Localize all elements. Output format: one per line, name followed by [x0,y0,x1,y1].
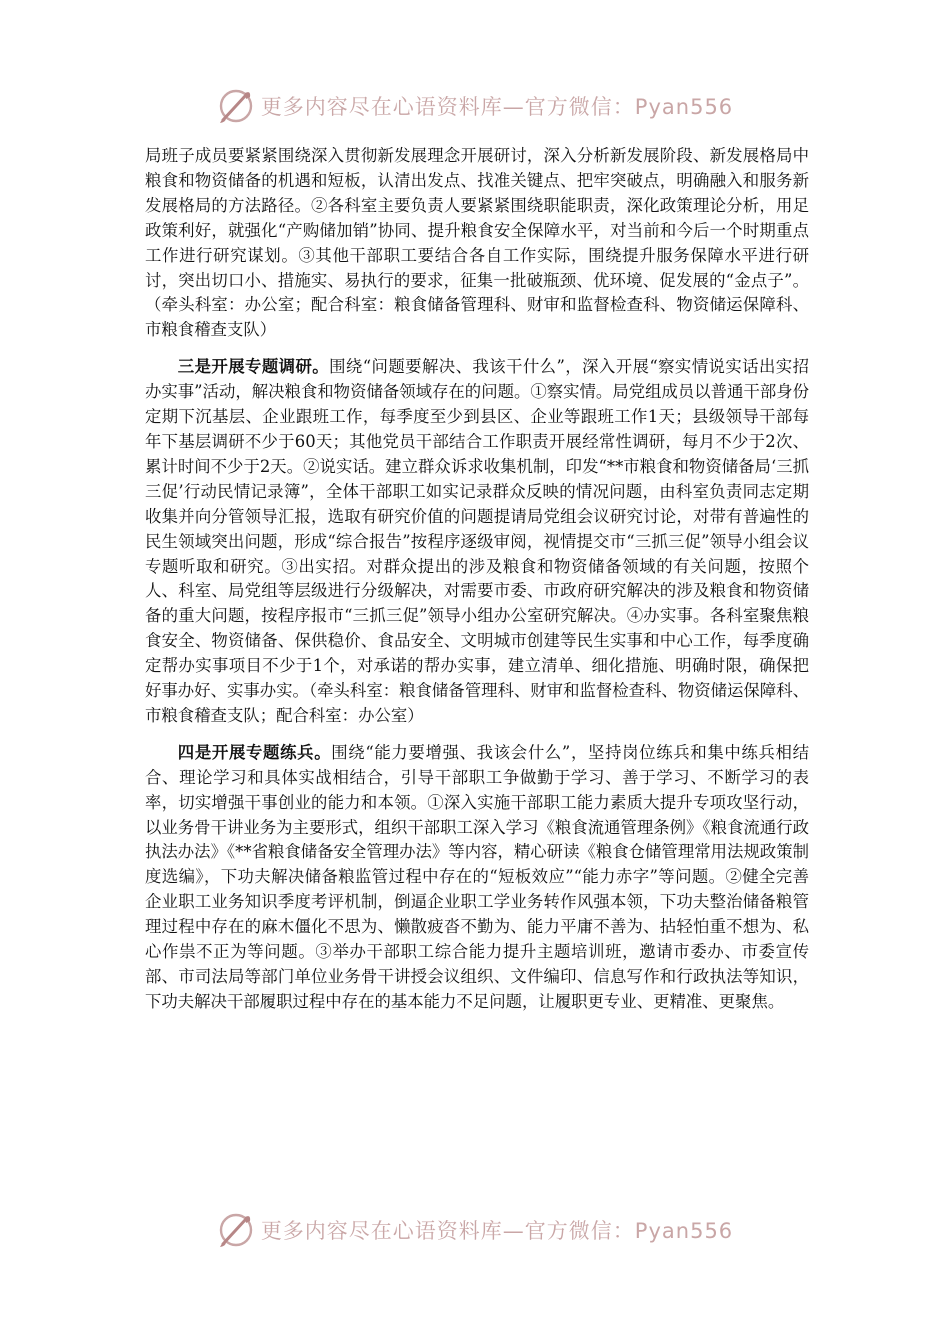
paragraph-continuation [145,144,809,343]
paragraph-text: 围绕“问题要解决、我该干什么”，深入开展“察实情说实话出实招办实事”活动，解决粮食和物资储备领域存在的问题。①察实情。局党组成员以普通干部身份定期下沉基层、企业跟班工作，每季度至少到县区、企业等跟班工作1天；县级领导干部每年下基层调研不少于60天；其他党员干部结合工作职责开展经常性调研，每月不少于2次、累计时间不少于2天。②说实话。建立群众诉求收集机制，印发“**市粮食和物资储备局‘三抓三促’行动民情记录簿”，全体干部职工如实记录群众反映的情况问题，由科室负责同志定期收集并向分管领导汇报，选取有研究价值的问题提请局党组会议研究讨论，对带有普遍性的民生领域突出问题，形成“综合报告”按程序逐级审阅，视情提交市“三抓三促”领导小组会议专题听取和研究。③出实招。对群众提出的涉及粮食和物资储备领域的有关问题，按照个人、科室、局党组等层级进行分级解决，对需要市委、市政府研究解决的涉及粮食和物资储备的重大问题，按程序报市“三抓三促”领导小组办公室研究解决。④办实事。各科室聚焦粮食安全、物资储备、保供稳价、食品安全、文明城市创建等民生实事和中心工作，每季度确定帮办实事项目不少于1个，对承诺的帮办实事，建立清单、细化措施、明确时限，确保把好事办好、实事办实。（牵头科室：粮食储备管理科、财审和监督检查科、物资储运保障科、市粮食稽查支队；配合科室：办公室） [145,357,810,725]
paragraph-text: 局班子成员要紧紧围绕深入贯彻新发展理念开展研讨，深入分析新发展阶段、新发展格局中粮食和物资储备的机遇和短板，认清出发点、找准关键点、把牢突破点，明确融入和服务新发展格局的方法路径。②各科室主要负责人要紧紧围绕职能职责，深化政策理论分析，用足政策利好，就强化“产购储加销”协同、提升粮食安全保障水平，对当前和今后一个时期重点工作进行研究谋划。③其他干部职工要结合各自工作实际，围绕提升服务保障水平进行研讨，突出切口小、措施实、易执行的要求，征集一批破瓶颈、优环境、促发展的“金点子”。（牵头科室：办公室；配合科室：粮食储备管理科、财审和监督检查科、物资储运保障科、市粮食稽查支队） [145,146,809,340]
header-watermark [0,84,950,128]
document-body [145,144,809,1015]
footer-watermark [0,1208,950,1252]
paragraph-research [145,355,809,729]
watermark-text: 更多内容尽在心语资料库—官方微信：Pyan556 [260,95,734,119]
brush-logo-icon [217,86,257,126]
paragraph-text: 围绕“能力要增强、我该会什么”，坚持岗位练兵和集中练兵相结合、理论学习和具体实战相结合，引导干部职工争做勤于学习、善于学习、不断学习的表率，切实增强干事创业的能力和本领。①深入实施干部职工能力素质大提升专项攻坚行动，以业务骨干讲业务为主要形式，组织干部职工深入学习《粮食流通管理条例》《粮食流通行政执法办法》《**省粮食储备安全管理办法》等内容，精心研读《粮食仓储管理常用法规政策制度选编》，下功夫解决储备粮监管过程中存在的“短板效应”“能力赤字”等问题。②健全完善企业职工业务知识季度考评机制，倒逼企业职工学业务转作风强本领，下功夫整治储备粮管理过程中存在的麻木僵化不思为、懒散疲沓不勤为、能力平庸不善为、拈轻怕重不想为、私心作祟不正为等问题。③举办干部职工综合能力提升主题培训班，邀请市委办、市委宣传部、市司法局等部门单位业务骨干讲授会议组织、文件编印、信息写作和行政执法等知识，下功夫解决干部履职过程中存在的基本能力不足问题，让履职更专业、更精准、更聚焦。 [145,742,809,1011]
paragraph-lead: 三是开展专题调研。 [177,357,330,377]
paragraph-lead: 四是开展专题练兵。 [177,742,332,762]
watermark-text: 更多内容尽在心语资料库—官方微信：Pyan556 [260,1219,734,1243]
brush-logo-icon [217,1210,257,1250]
paragraph-training [145,741,809,1015]
